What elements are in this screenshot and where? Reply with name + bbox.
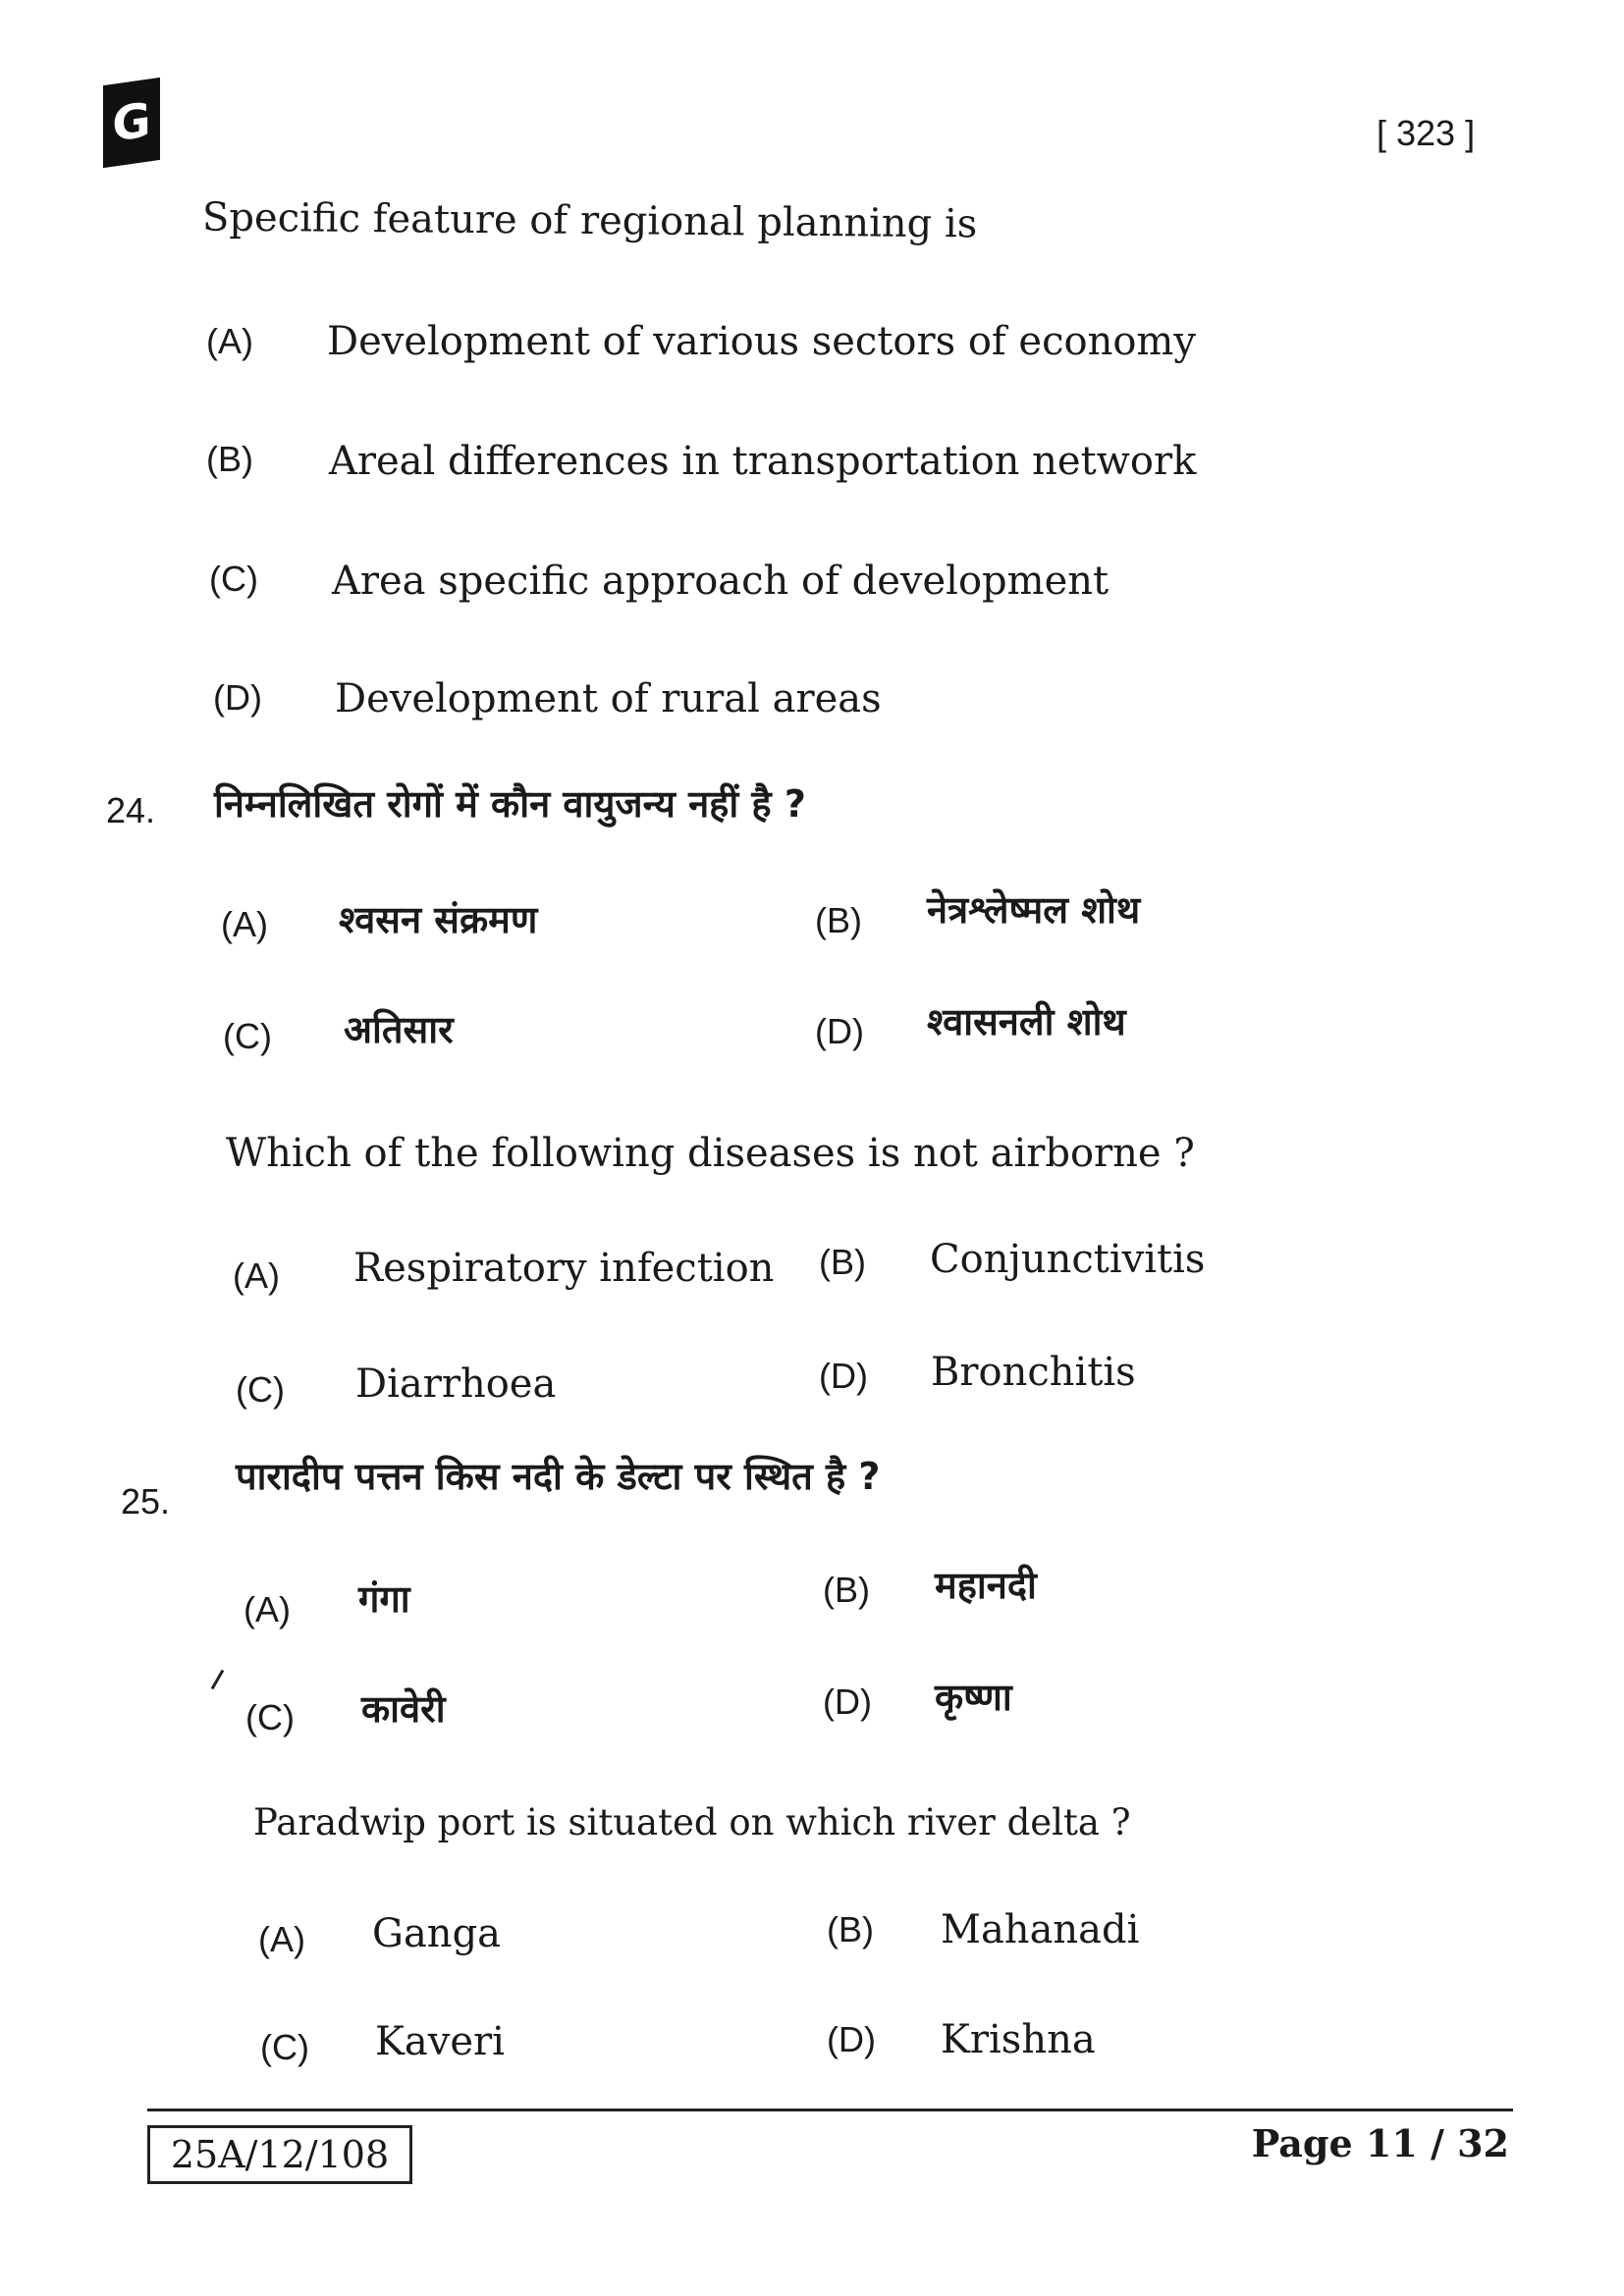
q25-hi-option-a-label: (A): [244, 1589, 291, 1629]
q25-hi-option-c-text: कावेरी: [361, 1687, 446, 1731]
q25-en-option-d-label: (D): [827, 2019, 876, 2059]
q25-hi-option-a-text: गंगा: [358, 1577, 410, 1621]
q23-option-c-text: Area specific approach of development: [332, 559, 1110, 604]
logo-letter: G: [112, 92, 151, 153]
q25-en-option-d-text: Krishna: [941, 2017, 1096, 2062]
q24-hi-option-c-label: (C): [223, 1016, 272, 1056]
page-number: Page 11 / 32: [1251, 2121, 1509, 2165]
q23-option-a-label: (A): [206, 321, 253, 361]
q25-en-option-c-label: (C): [260, 2027, 309, 2067]
q25-hi-option-c-label: (C): [245, 1697, 295, 1737]
question-23-text: Specific feature of regional planning is: [201, 194, 978, 247]
question-24-hindi: निम्नलिखित रोगों में कौन वायुजन्य नहीं है ?: [214, 782, 806, 826]
q25-en-option-a-text: Ganga: [372, 1911, 502, 1956]
q24-hi-option-d-text: श्वासनली शोथ: [927, 1000, 1126, 1043]
q23-option-b-text: Areal differences in transportation network: [329, 439, 1197, 484]
paper-code: 25A/12/108: [170, 2133, 390, 2176]
q24-en-option-b-label: (B): [819, 1242, 866, 1282]
q25-hi-option-d-text: कृष्णा: [935, 1676, 1012, 1719]
q24-hi-option-a-label: (A): [221, 904, 268, 944]
paper-code-box: [147, 2125, 412, 2184]
q25-hi-option-b-text: महानदी: [935, 1564, 1037, 1607]
q24-hi-option-a-text: श्वसन संक्रमण: [339, 898, 538, 941]
q25-en-option-b-text: Mahanadi: [941, 1907, 1140, 1952]
q24-en-option-a-text: Respiratory infection: [353, 1246, 775, 1291]
q23-option-c-label: (C): [209, 559, 258, 599]
question-24-number: 24.: [106, 790, 156, 830]
question-25-hindi: पारादीप पत्तन किस नदी के डेल्टा पर स्थित है ?: [236, 1455, 881, 1498]
pen-tick-mark: [211, 1670, 225, 1690]
question-25-english: Paradwip port is situated on which river delta ?: [253, 1801, 1131, 1843]
q24-hi-option-b-label: (B): [815, 900, 862, 940]
question-24-english: Which of the following diseases is not airborne ?: [226, 1131, 1195, 1176]
q23-option-b-label: (B): [206, 439, 253, 479]
footer-divider: [147, 2109, 1513, 2111]
q25-hi-option-b-label: (B): [823, 1570, 870, 1610]
q23-option-d-label: (D): [213, 677, 262, 718]
q24-en-option-a-label: (A): [233, 1255, 280, 1296]
q24-en-option-b-text: Conjunctivitis: [930, 1237, 1206, 1282]
q25-en-option-c-text: Kaveri: [375, 2019, 505, 2064]
q24-en-option-d-text: Bronchitis: [931, 1350, 1136, 1395]
page-code: [ 323 ]: [1377, 113, 1476, 153]
q23-option-d-text: Development of rural areas: [335, 676, 882, 721]
q25-en-option-b-label: (B): [827, 1909, 874, 1949]
q24-en-option-d-label: (D): [819, 1356, 868, 1396]
q24-en-option-c-label: (C): [236, 1369, 285, 1410]
q24-hi-option-d-label: (D): [815, 1011, 864, 1051]
q24-hi-option-c-text: अतिसार: [344, 1008, 454, 1051]
q25-en-option-a-label: (A): [258, 1919, 305, 1959]
q24-en-option-c-text: Diarrhoea: [355, 1362, 557, 1407]
q25-hi-option-d-label: (D): [823, 1682, 872, 1722]
q24-hi-option-b-text: नेत्रश्लेष्मल शोथ: [927, 888, 1141, 932]
q23-option-a-text: Development of various sectors of economy: [327, 319, 1196, 364]
set-g-logo: [103, 78, 160, 168]
question-25-number: 25.: [121, 1481, 171, 1522]
